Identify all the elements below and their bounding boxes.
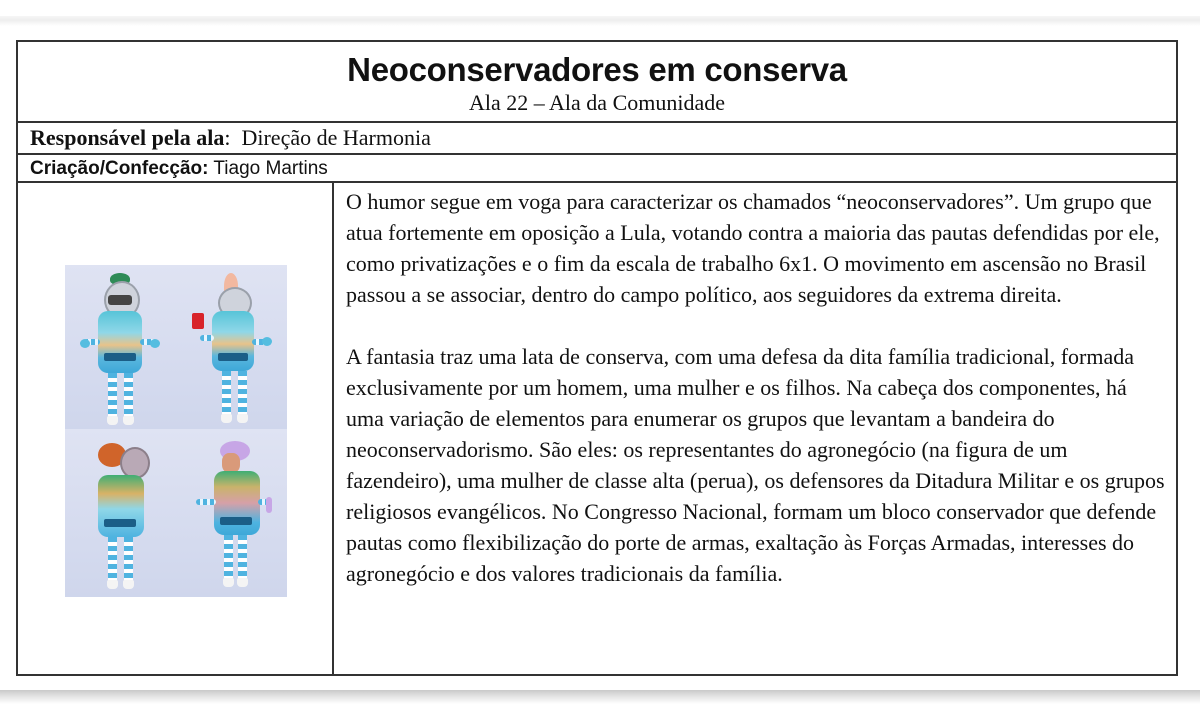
page-bottom-shadow: [0, 690, 1200, 704]
boot-left: [107, 416, 118, 425]
responsavel-label: Responsável pela ala: [30, 125, 225, 150]
arm-left: [196, 499, 216, 505]
arm-left: [200, 335, 214, 341]
boot-right: [237, 578, 248, 587]
criacao-value: Tiago Martins: [213, 158, 328, 179]
leg-left: [108, 537, 117, 581]
goggles-icon: [108, 295, 132, 305]
can-label: [104, 353, 136, 361]
boot-right: [123, 416, 134, 425]
costume-figure: [80, 273, 160, 427]
face: [222, 453, 240, 473]
description-paragraph: A fantasia traz uma lata de conserva, com uma defesa da dita família tradicional, formada exclusivamente por um homem, uma mulher e os filhos. Na cabeça dos componentes, há uma variação de elementos para enumerar os grupos que levantam a bandeira do neoconservadorismo. São eles: os representantes do agronegócio (na figura de um fazendeiro), uma mulher de classe alta (perua), os defensores da Ditadura Militar e os grupos religiosos evangélicos. No Congresso Nacional, formam um bloco conservador que defende pautas como flexibilização do porte de armas, exaltação às Forças Armadas, interesses do agronegócio e dos valores tradicionais da família.: [346, 344, 1165, 586]
glove-left: [80, 339, 90, 348]
description-paragraph: O humor segue em voga para caracterizar os chamados “neoconservadores”. Um grupo que atua fortemente em oposição a Lula, votando contra a maioria das pautas defendidas por ele, como privatizações e o fim da escala de trabalho 6x1. O movimento em ascensão no Brasil passou a se associar, dentro do campo político, aos seguidores da extrema direita.: [346, 189, 1160, 307]
page-title: Neoconservadores em conserva: [347, 51, 847, 88]
responsavel-separator: :: [224, 125, 231, 150]
costume-photo-farmer: [65, 265, 175, 429]
responsavel-value: Direção de Harmonia: [241, 125, 431, 150]
can-label: [218, 353, 248, 361]
can-label: [220, 517, 252, 525]
costume-figure: [188, 273, 274, 427]
can-body: [98, 475, 144, 537]
description-cell: [334, 183, 1176, 674]
content-row: [18, 183, 1176, 674]
criacao-label: Criação/Confecção:: [30, 158, 209, 179]
criacao-row: [18, 155, 1176, 183]
page-subtitle: Ala 22 – Ala da Comunidade: [468, 90, 725, 115]
boot-right: [123, 580, 134, 589]
costume-photo-evangelical: [175, 265, 287, 429]
leg-right: [124, 373, 133, 417]
leg-right: [238, 535, 247, 579]
title-row: [18, 42, 1176, 123]
can-body: [212, 311, 254, 371]
costume-sheet-table: [16, 40, 1178, 676]
boot-left: [221, 414, 232, 423]
leg-right: [238, 371, 247, 415]
handbag-icon: [266, 497, 272, 513]
costume-figure: [186, 441, 276, 595]
leg-left: [222, 371, 231, 415]
page-top-shadow: [0, 16, 1200, 26]
leg-left: [108, 373, 117, 417]
costume-photo-military: [65, 429, 175, 597]
costume-photo-grid: [65, 265, 287, 597]
can-label: [104, 519, 136, 527]
glove-right: [262, 337, 272, 346]
costume-photo-perua: [175, 429, 287, 597]
boot-left: [223, 578, 234, 587]
can-body: [214, 471, 260, 535]
can-body: [98, 311, 142, 373]
responsavel-row: [18, 123, 1176, 155]
bible-icon: [192, 313, 204, 329]
boot-left: [107, 580, 118, 589]
leg-left: [224, 535, 233, 579]
image-cell: [18, 183, 334, 674]
boot-right: [237, 414, 248, 423]
leg-right: [124, 537, 133, 581]
glove-right: [150, 339, 160, 348]
costume-figure: [80, 443, 160, 597]
